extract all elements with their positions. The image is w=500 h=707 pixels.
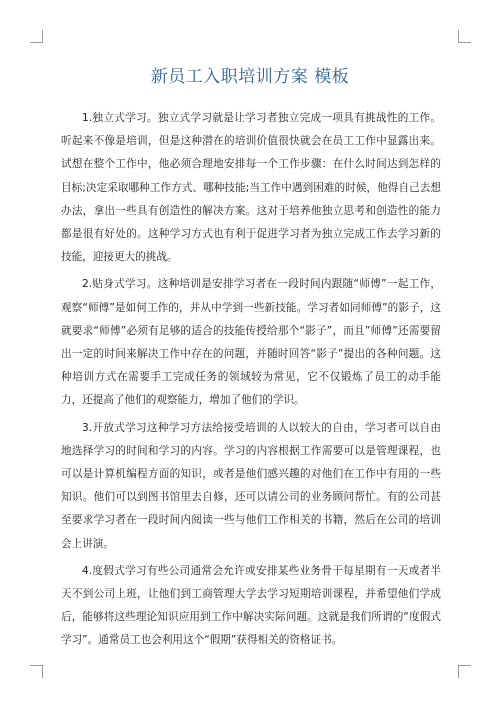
- paragraph-vacation-learning: 4.度假式学习有些公司通常会允许或安排某些业务骨干每星期有一天或者半天不到公司上班，让他们到工商管理大学去学习短期培训课程，并希望他们学成后，能够将这些理论知识应用到工作中解决实际问题。这就是我们所谓的“度假式学习”。通常员工也会利用这个“假期”获得相关的资格证书。: [61, 564, 441, 647]
- paragraph-shadow-learning: 2.贴身式学习。这种培训是安排学习者在一段时间内跟随“师傅”一起工作，观察“师傅”是如何工作的，并从中学到一些新技能。学习者如同师傅”的影子，这就要求“师傅”必须有足够的适合的技能传授给那个“影子”，而且”师傅”还需要留出一定的时间来解决工作中存在的问题，并随时回答“影子”提出的各种问题。这种培训方式在需要手工完成任务的领域较为常见，它不仅锻炼了员工的动手能力，还提高了他们的观察能力，增加了他们的学识。: [61, 278, 441, 407]
- paragraph-independent-learning: 1.独立式学习。独立式学习就是让学习者独立完成一项具有挑战性的工作。听起来不像是培训，但是这种潜在的培训价值很快就会在员工工作中显露出来。试想在整个工作中，他必须合理地安排每一个工作步骤：在什么时间达到怎样的目标;决定采取哪种工作方式、哪种技能;当工作中遇到困难的时候，他得自己去想办法，拿出一些具有创造性的解决方案。这对于培养他独立思考和创造性的能力都是很有好处的。这种学习方式也有利于促进学习者为独立完成工作去学习新的技能，迎接更大的挑战。: [61, 112, 441, 264]
- crop-mark-bottom-right: [458, 665, 471, 678]
- crop-mark-top-left: [30, 30, 43, 43]
- crop-mark-bottom-left: [30, 665, 43, 678]
- document-title: 新员工入职培训方案 模板: [150, 67, 350, 87]
- paragraph-open-learning: 3.开放式学习这种学习方法给接受培训的人以较大的自由，学习者可以自由地选择学习的时间和学习的内容。学习的内容根据工作需要可以是管理课程，也可以是计算机编程方面的知识，或者是他们感兴趣的对他们在工作中有用的一些知识。他们可以到图书馆里去自修，还可以请公司的业务顾问帮忙。有的公司甚至要求学习者在一段时间内阅读一些与他们工作相关的书籍，然后在公司的培训会上讲演。: [61, 421, 441, 550]
- crop-mark-top-right: [458, 30, 471, 43]
- document-body: [61, 107, 441, 657]
